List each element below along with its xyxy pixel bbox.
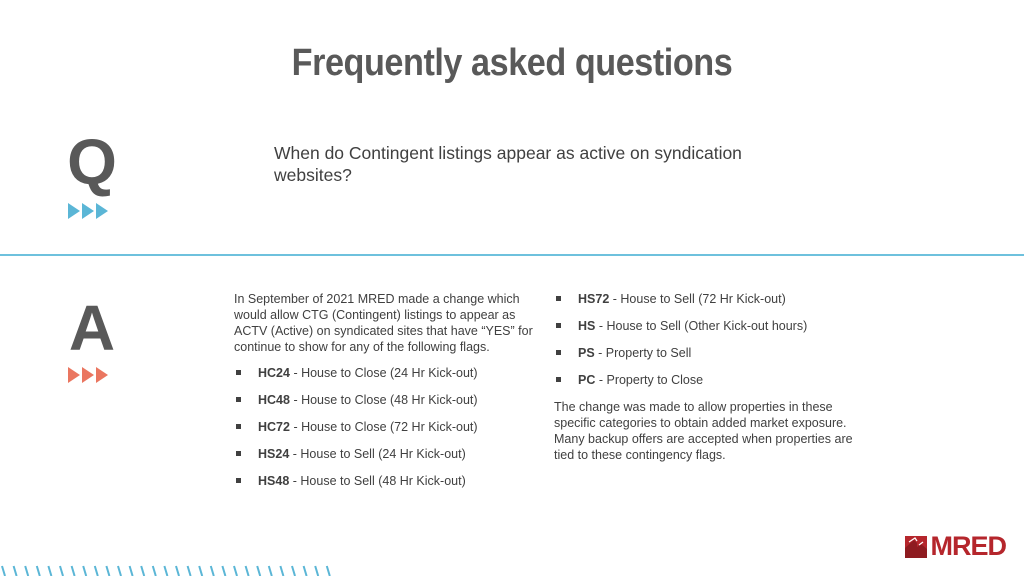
list-item: PC - Property to Close <box>554 372 874 388</box>
mred-logo <box>905 533 1007 560</box>
answer-right-column <box>554 291 874 473</box>
logo-text: MRED <box>930 531 1006 561</box>
mred-logo-mark-icon <box>905 536 927 558</box>
list-item: HS - House to Sell (Other Kick-out hours) <box>554 318 874 334</box>
answer-letter: A <box>68 292 116 364</box>
decorative-tick-pattern <box>0 564 340 576</box>
flag-list-right <box>554 291 874 388</box>
answer-left-column <box>234 291 544 500</box>
section-divider <box>0 254 1024 256</box>
list-item: HC72 - House to Close (72 Hr Kick-out) <box>234 419 544 435</box>
answer-arrows-icon <box>68 367 108 383</box>
question-arrows-icon <box>68 203 108 219</box>
answer-closing: The change was made to allow properties in these specific categories to obtain added market exposure. Many backup offers are accepted when properties are tied to these contingency flags. <box>554 400 853 462</box>
page-title: Frequently asked questions <box>291 42 733 84</box>
list-item: HC24 - House to Close (24 Hr Kick-out) <box>234 365 544 381</box>
list-item: HS72 - House to Sell (72 Hr Kick-out) <box>554 291 874 307</box>
answer-intro: In September of 2021 MRED made a change which would allow CTG (Contingent) listings to appear as ACTV (Active) on syndicated sites that have “YES” for continue to show for any of the following flags. <box>234 292 533 354</box>
question-letter: Q <box>67 126 117 198</box>
list-item: HS48 - House to Sell (48 Hr Kick-out) <box>234 473 544 489</box>
flag-list-left <box>234 365 544 489</box>
question-text: When do Contingent listings appear as active on syndication websites? <box>274 143 742 185</box>
list-item: HS24 - House to Sell (24 Hr Kick-out) <box>234 446 544 462</box>
list-item: PS - Property to Sell <box>554 345 874 361</box>
list-item: HC48 - House to Close (48 Hr Kick-out) <box>234 392 544 408</box>
